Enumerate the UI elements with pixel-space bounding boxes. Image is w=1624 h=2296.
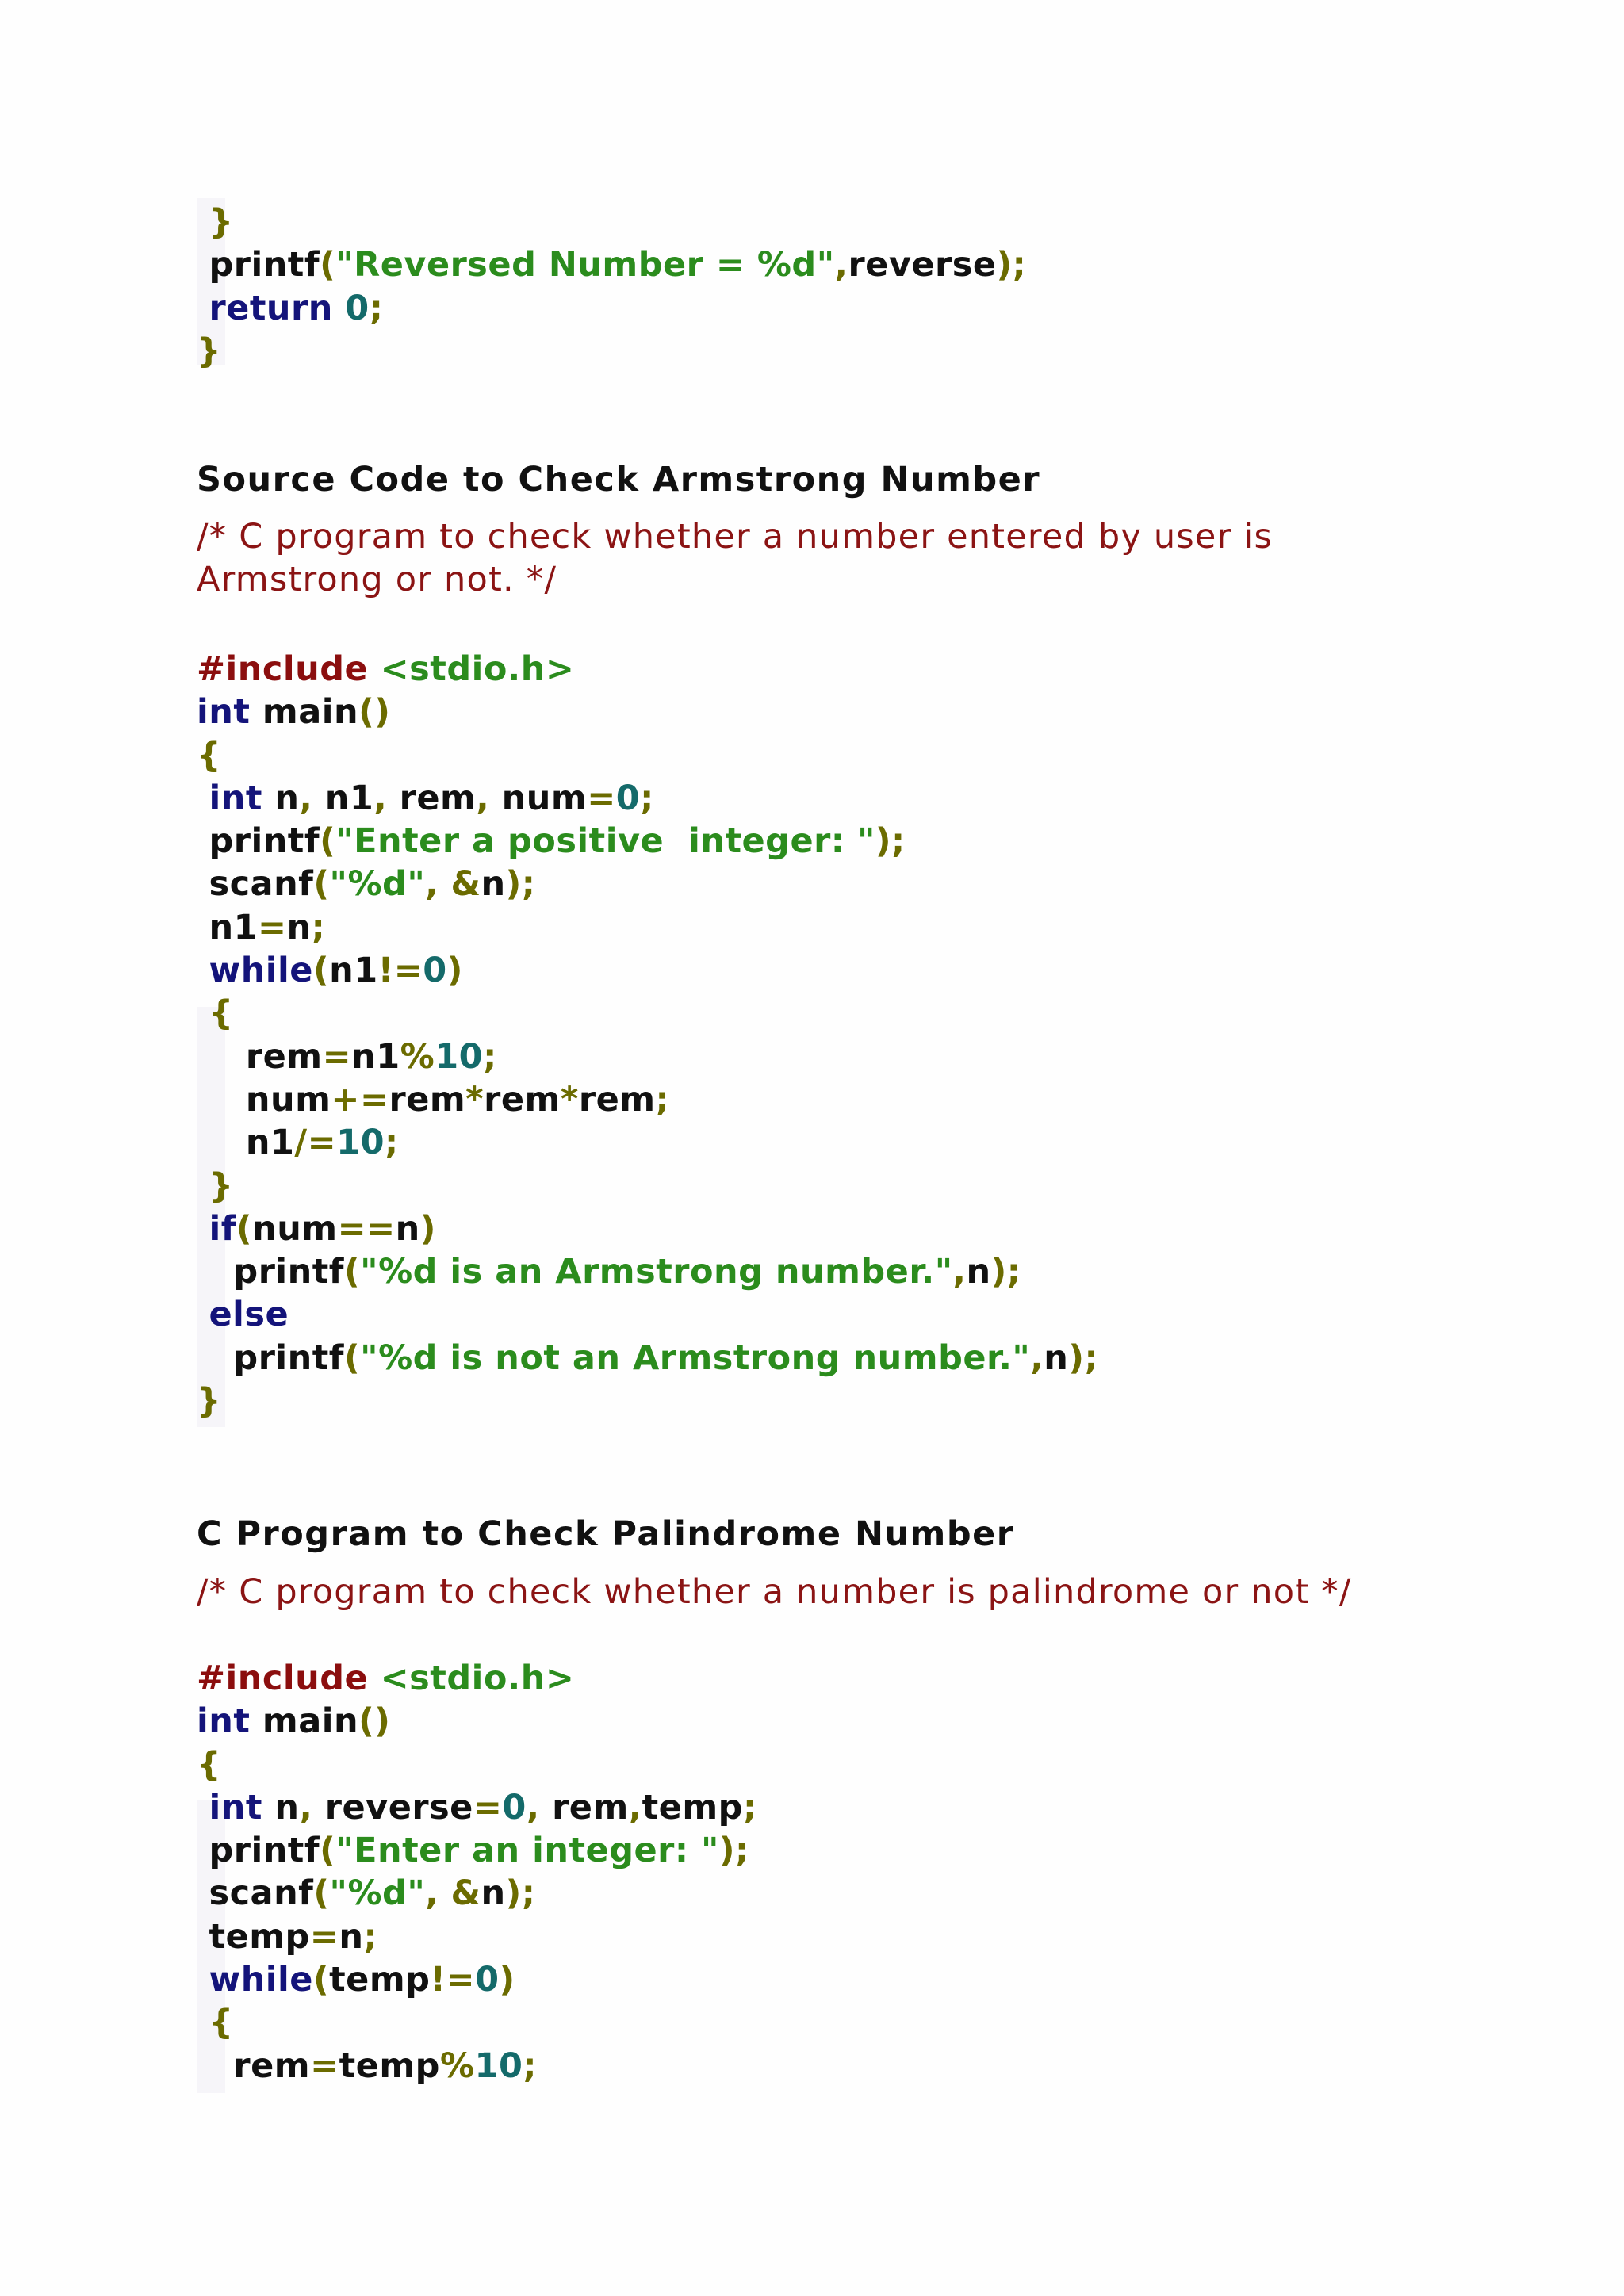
code-identifier: num (252, 1208, 338, 1249)
code-punctuation: = (322, 1036, 352, 1077)
code-punctuation: * (560, 1079, 579, 1119)
code-identifier: rem (578, 1079, 656, 1119)
code-punctuation: , (299, 778, 325, 818)
code-punctuation: , (1030, 1337, 1044, 1378)
code-punctuation: ; (363, 1916, 378, 1957)
code-identifier: n (339, 1916, 364, 1957)
code-identifier: printf (197, 1831, 320, 1871)
code-line (197, 1743, 757, 1786)
code-lines (197, 648, 1098, 1422)
code-punctuation: % (400, 1036, 435, 1077)
code-identifier: n (481, 1873, 506, 1914)
code-number: 10 (474, 2045, 523, 2086)
code-identifier: main (262, 1701, 359, 1742)
code-comment-line: Armstrong or not. */ (197, 560, 557, 599)
code-punctuation: = (473, 1787, 503, 1827)
code-punctuation: = (310, 2045, 339, 2086)
code-string: "%d" (329, 864, 426, 905)
code-punctuation: ; (311, 907, 326, 947)
code-identifier: scanf (197, 864, 314, 905)
code-punctuation: = (258, 907, 287, 947)
code-identifier: n (481, 864, 506, 905)
code-punctuation: ) (499, 1960, 515, 2000)
code-preprocessor: #include (197, 1659, 381, 1698)
code-block-palindrome (197, 1657, 757, 2087)
code-line (197, 2001, 757, 2044)
code-identifier: rem (399, 778, 477, 818)
code-punctuation: } (197, 331, 222, 371)
code-identifier: n1 (197, 907, 259, 947)
code-punctuation: { (197, 993, 234, 1034)
code-identifier: n (395, 1208, 420, 1249)
code-punctuation: != (377, 951, 423, 991)
code-punctuation: ); (718, 1831, 749, 1871)
code-string: "%d" (329, 1873, 426, 1914)
code-punctuation: ; (369, 288, 384, 328)
code-line (197, 734, 1098, 777)
code-punctuation: ; (523, 2045, 538, 2086)
code-identifier: rem (389, 1079, 466, 1119)
code-punctuation: ( (320, 245, 336, 285)
code-line (197, 1035, 1098, 1078)
code-punctuation: ); (990, 1252, 1021, 1292)
code-number: 10 (336, 1123, 385, 1163)
code-punctuation: ); (1068, 1337, 1099, 1378)
code-punctuation: ) (446, 951, 463, 991)
code-identifier: n (1044, 1337, 1069, 1378)
code-identifier: rem (197, 2045, 311, 2086)
code-punctuation: ; (640, 778, 654, 818)
code-number: 0 (345, 288, 370, 328)
code-identifier: n1 (329, 951, 378, 991)
code-line (197, 1337, 1098, 1380)
code-punctuation: ( (313, 1873, 330, 1914)
code-line (197, 243, 1026, 286)
code-identifier: n (966, 1252, 991, 1292)
code-punctuation: ); (505, 1873, 536, 1914)
code-identifier: rem (484, 1079, 561, 1119)
code-punctuation: , (834, 245, 848, 285)
code-punctuation: ; (655, 1079, 670, 1119)
code-punctuation: , (373, 778, 400, 818)
section-palindrome-comment (197, 1571, 1352, 1613)
code-identifier: rem (197, 1036, 323, 1077)
code-identifier: scanf (197, 1873, 314, 1914)
code-punctuation: ( (312, 1960, 330, 2000)
code-line (197, 1078, 1098, 1121)
code-identifier: printf (197, 245, 320, 285)
code-punctuation: == (337, 1208, 396, 1249)
code-keyword: return (197, 288, 346, 328)
code-line (197, 691, 1098, 733)
code-line (197, 1121, 1098, 1164)
code-keyword: if (197, 1208, 236, 1249)
code-identifier: num (501, 778, 588, 818)
code-line (197, 1915, 757, 1958)
code-line (197, 1786, 757, 1829)
code-punctuation: ( (344, 1252, 361, 1292)
code-line (197, 992, 1098, 1035)
code-lines (197, 1657, 757, 2087)
code-identifier: temp (197, 1916, 310, 1957)
section-armstrong-heading (197, 460, 1040, 499)
code-comment-line: /* C program to check whether a number entered by user is (197, 517, 1274, 557)
code-keyword: int (197, 1787, 275, 1827)
code-punctuation: * (465, 1079, 485, 1119)
code-line (197, 863, 1098, 905)
code-line (197, 648, 1098, 691)
code-identifier: printf (197, 1252, 345, 1292)
code-punctuation: { (197, 2003, 234, 2043)
code-block-armstrong (197, 648, 1098, 1422)
code-punctuation: = (587, 778, 616, 818)
code-punctuation: ); (505, 864, 536, 905)
code-line (197, 1829, 757, 1872)
code-string: "%d is an Armstrong number." (360, 1252, 953, 1292)
code-line (197, 1700, 757, 1743)
code-keyword: while (197, 1960, 313, 2000)
code-line (197, 287, 1026, 330)
code-punctuation: % (439, 2045, 475, 2086)
code-punctuation: ); (875, 821, 906, 862)
code-identifier: n1 (351, 1036, 400, 1077)
code-identifier: n1 (324, 778, 374, 818)
section-heading: C Program to Check Palindrome Number (197, 1514, 1015, 1554)
code-punctuation: , & (425, 1873, 481, 1914)
code-keyword: int (197, 1701, 262, 1742)
code-punctuation: } (197, 202, 234, 242)
code-punctuation: ; (483, 1036, 497, 1077)
code-identifier: printf (197, 1337, 345, 1378)
code-line (197, 330, 1026, 373)
code-identifier: n1 (197, 1123, 295, 1163)
section-heading: Source Code to Check Armstrong Number (197, 460, 1041, 499)
code-identifier: n (274, 1787, 300, 1827)
code-line (197, 1165, 1098, 1207)
code-line (197, 906, 1098, 949)
code-identifier: reverse (848, 245, 997, 285)
code-punctuation: != (430, 1960, 476, 2000)
code-line (197, 1207, 1098, 1250)
code-line (197, 1250, 1098, 1293)
code-string: "Enter a positive integer: " (335, 821, 875, 862)
code-block-reverse-tail (197, 201, 1026, 373)
code-keyword: int (197, 692, 262, 733)
code-string: <stdio.h> (380, 649, 575, 689)
code-identifier: reverse (324, 1787, 473, 1827)
code-punctuation: ( (344, 1337, 361, 1378)
code-punctuation: ); (996, 245, 1027, 285)
code-punctuation: /= (294, 1123, 337, 1163)
code-line (197, 949, 1098, 992)
code-line (197, 201, 1026, 243)
section-armstrong-comment (197, 515, 1273, 601)
code-punctuation: () (358, 692, 391, 733)
code-punctuation: { (197, 1744, 222, 1785)
code-lines (197, 201, 1026, 373)
code-punctuation: ( (320, 1831, 336, 1871)
code-keyword: while (197, 951, 313, 991)
code-punctuation: ( (313, 864, 330, 905)
code-punctuation: , (952, 1252, 967, 1292)
code-line (197, 1958, 757, 2001)
code-line (197, 820, 1098, 863)
code-identifier: temp (642, 1787, 743, 1827)
code-string: "Reversed Number = %d" (335, 245, 835, 285)
code-punctuation: ) (419, 1208, 436, 1249)
code-preprocessor: #include (197, 649, 381, 689)
code-line (197, 1657, 757, 1700)
code-line (197, 1293, 1098, 1336)
code-identifier: temp (339, 2045, 440, 2086)
code-identifier: n (274, 778, 300, 818)
code-number: 0 (615, 778, 641, 818)
code-punctuation: , (299, 1787, 325, 1827)
code-line (197, 1872, 757, 1915)
code-punctuation: += (331, 1079, 389, 1119)
code-punctuation: ( (320, 821, 336, 862)
code-string: "%d is not an Armstrong number." (360, 1337, 1031, 1378)
code-identifier: num (197, 1079, 331, 1119)
code-punctuation: } (197, 1381, 222, 1422)
code-punctuation: , (628, 1787, 642, 1827)
code-line (197, 777, 1098, 820)
code-keyword: else (197, 1295, 289, 1335)
code-number: 0 (502, 1787, 527, 1827)
section-palindrome-heading (197, 1514, 1015, 1554)
code-identifier: n (286, 907, 312, 947)
code-line (197, 2045, 757, 2087)
code-punctuation: ( (312, 951, 330, 991)
code-punctuation: } (197, 1165, 234, 1206)
code-punctuation: ; (742, 1787, 757, 1827)
code-identifier: main (262, 692, 359, 733)
code-identifier: printf (197, 821, 320, 862)
code-string: <stdio.h> (380, 1659, 575, 1698)
code-identifier: rem (552, 1787, 629, 1827)
code-string: "Enter an integer: " (335, 1831, 719, 1871)
code-line (197, 1380, 1098, 1422)
code-punctuation: ( (236, 1208, 253, 1249)
code-number: 0 (423, 951, 447, 991)
code-punctuation: , & (425, 864, 481, 905)
code-punctuation: () (358, 1701, 391, 1742)
code-identifier: temp (329, 1960, 431, 2000)
code-punctuation: { (197, 735, 222, 775)
code-punctuation: ; (385, 1123, 399, 1163)
code-punctuation: , (476, 778, 502, 818)
code-number: 0 (475, 1960, 500, 2000)
code-number: 10 (435, 1036, 484, 1077)
code-comment-line: /* C program to check whether a number is palindrome or not */ (197, 1572, 1352, 1612)
code-punctuation: = (309, 1916, 339, 1957)
code-punctuation: , (526, 1787, 553, 1827)
code-keyword: int (197, 778, 275, 818)
